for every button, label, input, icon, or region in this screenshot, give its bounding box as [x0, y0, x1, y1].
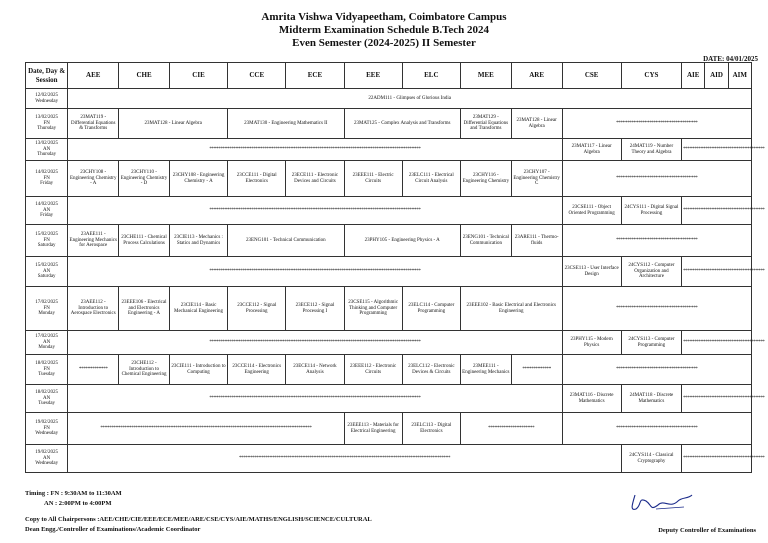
- no-exam-cell: ************************************************************************************************: [68, 197, 562, 225]
- table-row: [26, 331, 752, 355]
- exam-cell: 24CYS111 - Digital Signal Processing: [621, 197, 681, 225]
- table-row: [26, 257, 752, 287]
- date-cell: 12/02/2025 Wednesday: [26, 89, 68, 109]
- table-row: [26, 197, 752, 225]
- exam-cell: 24MAT119 - Number Theory and Algebra: [621, 139, 681, 161]
- col-header: AIM: [728, 63, 751, 89]
- no-exam-cell: *************************************: [562, 287, 751, 331]
- table-row: [26, 413, 752, 445]
- exam-cell: 23EEE102 - Basic Electrical and Electronics Engineering: [460, 287, 562, 331]
- exam-cell: 23ENG101 - Technical Communication: [228, 225, 344, 257]
- exam-cell: 23MAT125 - Complex Analysis and Transforms: [344, 109, 460, 139]
- exam-cell: 22ADM111 - Glimpses of Glorious India: [68, 89, 752, 109]
- no-exam-cell: *************************************: [562, 109, 751, 139]
- col-header: CYS: [621, 63, 681, 89]
- exam-cell: 23PHY115 - Modern Physics: [562, 331, 621, 355]
- col-header: ELC: [402, 63, 460, 89]
- exam-cell: 23CHY108 - Engineering Chemistry - A: [169, 161, 227, 197]
- exam-cell: 23CSE115 - Algorithmic Thinking and Computer Programming: [344, 287, 402, 331]
- date-cell: 18/02/2025 FN Tuesday: [26, 355, 68, 385]
- col-header: CIE: [169, 63, 227, 89]
- exam-cell: 23EEE113 - Materials for Electrical Engineering: [344, 413, 402, 445]
- exam-cell: 23EEE106 - Electrical and Electronics Engineering - A: [119, 287, 170, 331]
- exam-cell: 24CYS112 - Computer Organization and Architecture: [621, 257, 681, 287]
- no-exam-cell: *************************************: [682, 257, 752, 287]
- signature-mark: [560, 487, 720, 519]
- exam-cell: 23ELC111 - Electrical Circuit Analysis: [402, 161, 460, 197]
- exam-cell: 23MAT130 - Engineering Mathematics II: [228, 109, 344, 139]
- table-row: [26, 139, 752, 161]
- no-exam-cell: *************************************: [682, 385, 752, 413]
- no-exam-cell: *************************************: [562, 161, 751, 197]
- timing-fn: Timing : FN : 9:30AM to 11:30AM: [25, 490, 122, 497]
- exam-cell: 23MAT129 - Differential Equations and Transforms: [460, 109, 511, 139]
- table-header-row: [26, 63, 752, 89]
- col-header: MEE: [460, 63, 511, 89]
- no-exam-cell: *************************************: [562, 413, 751, 445]
- copy-to: Copy to All Chairpersons :AEE/CHE/CIE/EEE/ECE/MEE/ARE/CSE/CYS/AIE/MATHS/ENGLISH/SCIENCE/CULTURAL: [25, 516, 372, 523]
- col-header: Date, Day & Session: [26, 63, 68, 89]
- exam-cell: 23CIE111 - Introduction to Computing: [169, 355, 227, 385]
- exam-cell: 23ECE111 - Electronic Devices and Circuits: [286, 161, 344, 197]
- col-header: AEE: [68, 63, 119, 89]
- schedule-title: Midterm Examination Schedule B.Tech 2024: [278, 24, 490, 36]
- date-cell: 15/02/2025 AN Saturday: [26, 257, 68, 287]
- no-exam-cell: *************: [511, 355, 562, 385]
- no-exam-cell: ************************************************************************************************: [68, 445, 621, 473]
- campus-title: Amrita Vishwa Vidyapeetham, Coimbatore Campus: [261, 11, 507, 23]
- exam-cell: 23CIE113 - Mechanics : Statics and Dynamics: [169, 225, 227, 257]
- table-row: [26, 109, 752, 139]
- col-header: CCE: [228, 63, 286, 89]
- exam-cell: 23CCE111 - Digital Electronics: [228, 161, 286, 197]
- date-cell: 19/02/2025 FN Wednesday: [26, 413, 68, 445]
- exam-cell: 23ENG101 - Technical Communication: [460, 225, 511, 257]
- no-exam-cell: ************************************************************************************************: [68, 139, 562, 161]
- exam-cell: 24CYS114 - Classical Cryptography: [621, 445, 681, 473]
- table-row: [26, 287, 752, 331]
- no-exam-cell: *********************: [460, 413, 562, 445]
- col-header: CSE: [562, 63, 621, 89]
- no-exam-cell: *************************************: [682, 331, 752, 355]
- no-exam-cell: ************************************************************************************************: [68, 385, 562, 413]
- exam-cell: 23ECE112 - Signal Processing I: [286, 287, 344, 331]
- semester-title: Even Semester (2024-2025) II Semester: [292, 37, 476, 49]
- exam-cell: 23ELC114 - Computer Programming: [402, 287, 460, 331]
- exam-cell: 23ECE114 - Network Analysis: [286, 355, 344, 385]
- no-exam-cell: *************************************: [682, 445, 752, 473]
- exam-cell: 23ELC113 - Digital Electronics: [402, 413, 460, 445]
- exam-cell: 23CSE111 - Object Oriented Programming: [562, 197, 621, 225]
- col-header: CHE: [119, 63, 170, 89]
- exam-cell: 23AEE111 - Engineering Mechanics for Aerospace: [68, 225, 119, 257]
- exam-cell: 24MAT118 - Discrete Mathematics: [621, 385, 681, 413]
- no-exam-cell: *************************************: [562, 355, 751, 385]
- exam-cell: 23PHY105 - Engineering Physics - A: [344, 225, 460, 257]
- exam-cell: 23MEE111 - Engineering Mechanics: [460, 355, 511, 385]
- date-cell: 14/02/2025 FN Friday: [26, 161, 68, 197]
- exam-schedule-table: [25, 62, 765, 473]
- exam-cell: 23ARE111 - Thermo-fluids: [511, 225, 562, 257]
- table-row: [26, 385, 752, 413]
- exam-cell: 23CHY110 - Engineering Chemistry - D: [119, 161, 170, 197]
- exam-cell: 23MAT117 - Linear Algebra: [562, 139, 621, 161]
- no-exam-cell: *************************************: [682, 197, 752, 225]
- exam-cell: 23AEE112 - Introduction to Aerospace Electronics: [68, 287, 119, 331]
- exam-cell: 23CHY108 - Engineering Chemistry - A: [68, 161, 119, 197]
- exam-cell: 23CIE114 - Basic Mechanical Engineering: [169, 287, 227, 331]
- col-header: AIE: [682, 63, 705, 89]
- date-cell: 14/02/2025 AN Friday: [26, 197, 68, 225]
- no-exam-cell: ************************************************************************************************: [68, 331, 562, 355]
- exam-cell: 23MAT128 - Linear Algebra: [511, 109, 562, 139]
- exam-cell: 23EEE112 - Electronic Circuits: [344, 355, 402, 385]
- date-cell: 15/02/2025 FN Saturday: [26, 225, 68, 257]
- exam-cell: 23CCE112 - Signal Processing: [228, 287, 286, 331]
- exam-cell: 23EEE111 - Electric Circuits: [344, 161, 402, 197]
- no-exam-cell: *************************************: [682, 139, 752, 161]
- date-cell: 17/02/2025 AN Monday: [26, 331, 68, 355]
- col-header: AID: [705, 63, 728, 89]
- signatory-title: Deputy Controller of Examinations: [658, 527, 756, 534]
- exam-cell: 24CYS113 - Computer Programming: [621, 331, 681, 355]
- date-cell: 17/02/2025 FN Monday: [26, 287, 68, 331]
- table-row: [26, 355, 752, 385]
- no-exam-cell: *************: [68, 355, 119, 385]
- exam-cell: 23CSE113 - User Interface Design: [562, 257, 621, 287]
- date-cell: 19/02/2025 AN Wednesday: [26, 445, 68, 473]
- table-row: [26, 445, 752, 473]
- no-exam-cell: ************************************************************************************************: [68, 413, 344, 445]
- col-header: ECE: [286, 63, 344, 89]
- col-header: ARE: [511, 63, 562, 89]
- date-cell: 13/02/2025 FN Thursday: [26, 109, 68, 139]
- date-cell: 13/02/2025 AN Thursday: [26, 139, 68, 161]
- exam-cell: 23CHE112 - Introduction to Chemical Engineering: [119, 355, 170, 385]
- table-row: [26, 89, 752, 109]
- table-row: [26, 225, 752, 257]
- no-exam-cell: ************************************************************************************************: [68, 257, 562, 287]
- exam-cell: 23CCE114 - Electronics Engineering: [228, 355, 286, 385]
- timing-an: AN : 2:00PM to 4:00PM: [44, 500, 112, 507]
- date-cell: 18/02/2025 AN Tuesday: [26, 385, 68, 413]
- issue-date: DATE: 04/01/2025: [703, 55, 758, 63]
- exam-cell: 23MAT119 - Differential Equations & Transforms: [68, 109, 119, 139]
- table-row: [26, 161, 752, 197]
- exam-cell: 23MAT116 - Discrete Mathematics: [562, 385, 621, 413]
- exam-cell: 23ELC112 - Electronic Devices & Circuits: [402, 355, 460, 385]
- no-exam-cell: *************************************: [562, 225, 751, 257]
- exam-cell: 23CHE111 - Chemical Process Calculations: [119, 225, 170, 257]
- exam-cell: 23CHY107 - Engineering Chemistry C: [511, 161, 562, 197]
- dean-line: Dean Engg./Controller of Examinations/Academic Coordinator: [25, 526, 201, 533]
- exam-cell: 23MAT128 - Linear Algebra: [119, 109, 228, 139]
- col-header: EEE: [344, 63, 402, 89]
- exam-cell: 23CHY116 - Engineering Chemistry: [460, 161, 511, 197]
